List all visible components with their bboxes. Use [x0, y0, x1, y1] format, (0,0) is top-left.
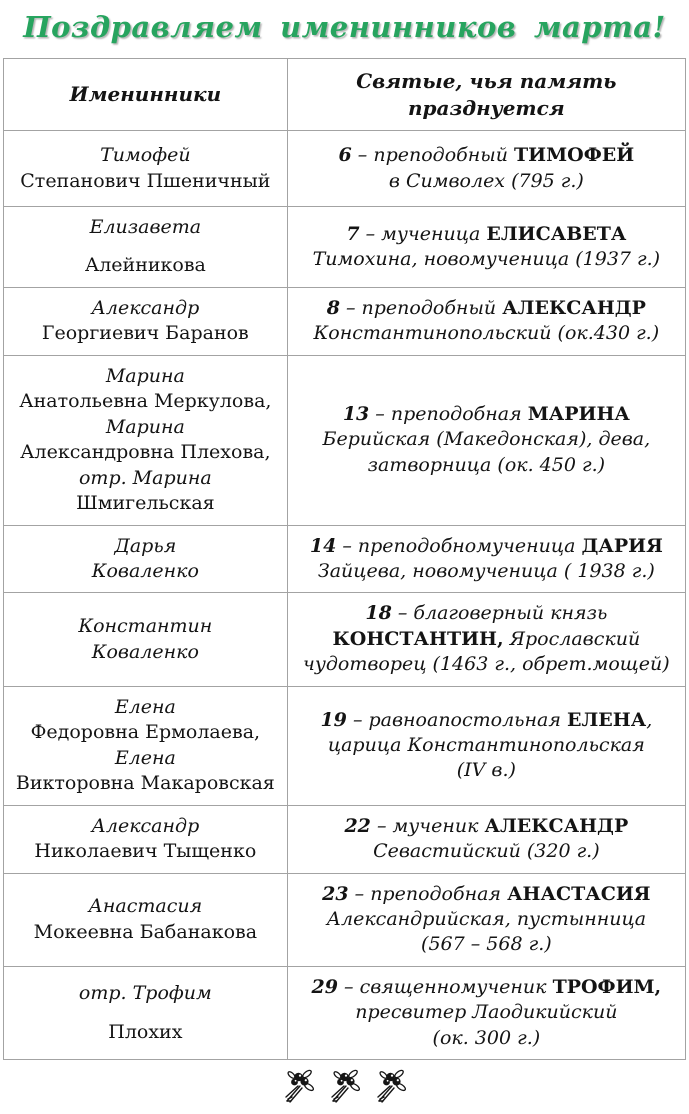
text-segment: (567 – 568 г.) [421, 933, 552, 956]
saint-cell [287, 287, 685, 355]
saint-line [298, 733, 675, 758]
text-segment: АНАСТАСИЯ [507, 882, 651, 905]
saint-line [298, 975, 675, 1000]
celebrant-line: Коваленко [91, 640, 199, 663]
celebrant-line: Георгиевич Баранов [41, 322, 249, 345]
celebrant-line: Александр [91, 814, 200, 837]
text-segment: царица Константинопольская [327, 733, 645, 756]
saint-cell [287, 355, 685, 525]
celebrant-line: Елена [114, 746, 176, 769]
saint-line [298, 932, 675, 957]
bouquet-icon [283, 1068, 314, 1104]
table-row [4, 805, 686, 873]
text-segment: 18 [365, 602, 392, 625]
celebrant-cell [4, 686, 288, 805]
text-segment: 23 [322, 882, 349, 905]
saint-cell [287, 873, 685, 966]
text-segment: Александрийская, пустынница [326, 907, 647, 930]
text-segment: ЕЛИСАВЕТА [486, 222, 627, 245]
saint-line [298, 708, 675, 733]
saint-cell [287, 525, 685, 593]
celebrant-line: Елизавета [89, 216, 202, 238]
saint-line [298, 758, 675, 783]
text-segment: КОНСТАНТИН, [332, 627, 504, 650]
celebrant-line: Степанович Пшеничный [20, 169, 271, 192]
text-segment: – мученик [370, 814, 485, 837]
text-segment: – преподобная [369, 402, 528, 425]
text-segment: , [646, 708, 653, 731]
text-segment: 7 [346, 222, 360, 245]
saint-line [298, 1026, 675, 1051]
text-segment: – мученица [359, 222, 487, 245]
celebrant-line: Тимофей [100, 144, 191, 167]
celebrant-line: Плохих [108, 1020, 183, 1043]
table-row [4, 873, 686, 966]
saint-line [298, 652, 675, 677]
column-header-celebrants: Именинники [4, 59, 288, 131]
footer-decoration [3, 1068, 686, 1104]
saint-cell [287, 805, 685, 873]
saint-line [298, 814, 675, 839]
celebrant-line: Викторовна Макаровская [15, 772, 275, 795]
text-segment: – священномученик [337, 975, 553, 998]
text-segment: Ярославский [503, 627, 641, 650]
bouquet-icon [375, 1068, 406, 1104]
celebrant-line: Шмигельская [76, 492, 215, 515]
celebrant-line: Анатольевна Меркулова, [19, 390, 272, 413]
saint-cell [287, 593, 685, 686]
celebrant-cell [4, 355, 288, 525]
table-row [4, 355, 686, 525]
saint-cell [287, 207, 685, 288]
text-segment: 14 [309, 534, 337, 557]
text-segment: (IV в.) [456, 759, 516, 782]
text-segment: 22 [344, 814, 371, 837]
celebrant-cell [4, 805, 288, 873]
celebrant-line: Александр [91, 296, 200, 319]
text-segment: – преподобный [339, 296, 503, 319]
text-segment: (ок. 300 г.) [432, 1026, 541, 1049]
text-segment: Севастийский (320 г.) [373, 840, 600, 863]
saint-line [298, 143, 675, 168]
saint-line [298, 882, 675, 907]
text-segment: – преподобная [348, 882, 508, 905]
text-segment: ДАРИЯ [581, 534, 663, 557]
header-row [4, 59, 686, 131]
celebrant-line: отр. Марина [78, 466, 212, 489]
text-segment: пресвитер Лаодикийский [355, 1001, 618, 1024]
saint-line [298, 427, 675, 452]
saint-line [298, 247, 675, 272]
celebrant-line: Алейникова [84, 254, 206, 277]
celebrant-line: Константин [78, 615, 213, 638]
text-segment: в Символех (795 г.) [388, 169, 584, 192]
text-segment: 19 [320, 708, 347, 731]
celebrant-cell [4, 131, 288, 207]
text-segment: – преподобный [351, 144, 515, 167]
text-segment: чудотворец (1463 г., обрет.мощей) [303, 653, 670, 676]
page-title: Поздравляем именинников марта! [23, 10, 666, 44]
saint-line [298, 321, 675, 346]
saint-line [298, 453, 675, 478]
celebrant-line: Марина [105, 364, 185, 387]
text-segment: Зайцева, новомученица ( 1938 г.) [317, 559, 655, 582]
table-row [4, 525, 686, 593]
text-segment: затворница (ок. 450 г.) [367, 453, 606, 476]
celebrant-cell [4, 525, 288, 593]
saint-line [298, 534, 675, 559]
celebrant-line: Мокеевна Бабанакова [33, 920, 258, 943]
saint-line [298, 601, 675, 626]
celebrant-cell [4, 593, 288, 686]
saint-line [298, 169, 675, 194]
saint-line [298, 907, 675, 932]
saint-line [298, 402, 675, 427]
text-segment: 29 [311, 975, 338, 998]
saint-line [298, 296, 675, 321]
text-segment: АЛЕКСАНДР [484, 814, 629, 837]
table-row [4, 287, 686, 355]
text-segment: 8 [326, 296, 340, 319]
table-row [4, 131, 686, 207]
text-segment: МАРИНА [527, 402, 630, 425]
celebrant-line: Александровна Плехова, [20, 441, 271, 464]
text-segment: Берийская (Македонская), дева, [322, 428, 651, 451]
column-header-saints: Святые, чья память празднуется [287, 59, 685, 131]
saint-line [298, 222, 675, 247]
celebrant-line: Коваленко [91, 559, 199, 582]
text-segment: Константинопольский (ок.430 г.) [313, 322, 660, 345]
saint-line [298, 627, 675, 652]
saint-line [298, 559, 675, 584]
celebrant-line: Николаевич Тыщенко [34, 840, 257, 863]
celebrant-line: Дарья [114, 534, 177, 557]
name-days-table [3, 58, 686, 1060]
saint-line [298, 1000, 675, 1025]
text-segment: АЛЕКСАНДР [502, 296, 646, 319]
table-row [4, 686, 686, 805]
text-segment: Тимохина, новомученица (1937 г.) [312, 247, 661, 270]
bouquet-icon [329, 1068, 360, 1104]
table-row [4, 593, 686, 686]
table-row [4, 966, 686, 1059]
saint-cell [287, 966, 685, 1059]
text-segment: ТРОФИМ, [552, 975, 662, 998]
celebrant-line: Анастасия [88, 895, 203, 918]
table-row [4, 207, 686, 288]
celebrant-line: отр. Трофим [78, 982, 212, 1005]
celebrant-line: Елена [114, 695, 176, 718]
text-segment: ТИМОФЕЙ [514, 144, 635, 167]
table-body [4, 131, 686, 1060]
text-segment: – преподобномученица [336, 534, 582, 557]
celebrant-cell [4, 287, 288, 355]
text-segment: 6 [338, 144, 352, 167]
celebrant-line: Марина [105, 415, 185, 438]
celebrant-cell [4, 873, 288, 966]
text-segment: ЕЛЕНА [567, 708, 647, 731]
text-segment: – равноапостольная [346, 708, 567, 731]
celebrant-cell [4, 966, 288, 1059]
celebrant-cell [4, 207, 288, 288]
saint-cell [287, 131, 685, 207]
table-header [4, 59, 686, 131]
celebrant-line: Федоровна Ермолаева, [30, 721, 261, 744]
saint-cell [287, 686, 685, 805]
text-segment: 13 [342, 402, 370, 425]
saint-line [298, 839, 675, 864]
text-segment: – благоверный князь [391, 602, 608, 625]
